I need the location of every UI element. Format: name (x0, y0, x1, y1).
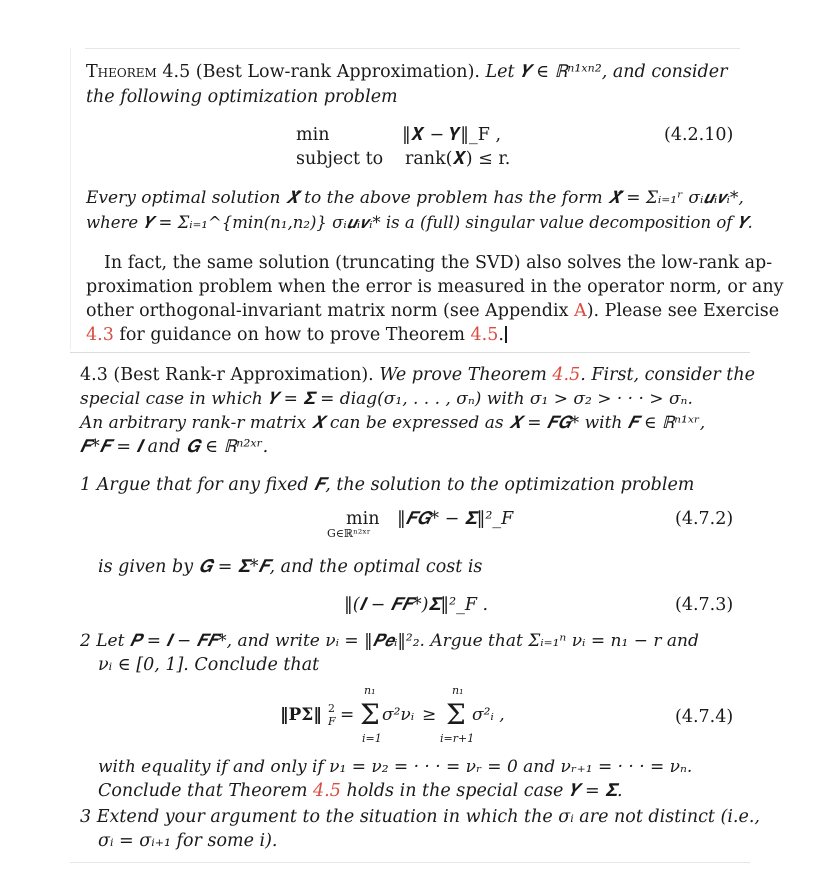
exercise-line-3: An arbitrary rank-r matrix 𝑿 can be expressed as 𝑿 = 𝑭𝑮* with 𝑭 ∈ ℝⁿ¹ˣʳ, (80, 413, 706, 433)
eq4-geq: ≥ (422, 705, 437, 725)
eq-label-4-2-10: (4.2.10) (664, 125, 734, 145)
opt-subject: subject to (296, 149, 384, 169)
remark-line-2: proximation problem when the error is measured in the operator norm, or any (86, 277, 784, 297)
part-2-after-2 (98, 780, 623, 802)
eq4-eq: = (340, 705, 355, 725)
eq4-sum1-bot: i=1 (362, 732, 382, 745)
eq-label-4-7-4: (4.7.4) (675, 707, 734, 727)
top-rule (85, 48, 740, 49)
theorem-line-2: the following optimization problem (86, 87, 398, 107)
part-2-line-1: 2 Let 𝑷 = 𝑰 − 𝑭𝑭*, and write νᵢ = ‖𝑷𝒆ᵢ‖²₂. Argue that Σᵢ₌₁ⁿ νᵢ = n₁ − r and (80, 631, 699, 651)
theorem-statement-1: Let 𝒀 ∈ ℝⁿ¹ˣⁿ², and consider (485, 62, 728, 82)
part-1-given: is given by 𝑮̂ = 𝚺*𝑭, and the optimal cost is (98, 557, 483, 577)
remark-text-4a: for guidance on how to prove Theorem (113, 325, 471, 345)
exercise-number: 4.3 (80, 365, 108, 385)
eq4-sum2-bot: i=r+1 (440, 732, 475, 745)
section-divider (70, 352, 750, 353)
opt-constraint: rank(𝑿) ≤ r. (405, 149, 511, 169)
remark-line-3 (86, 300, 779, 322)
part-2-after-1: with equality if and only if ν₁ = ν₂ = · · · = νᵣ = 0 and νᵣ₊₁ = · · · = νₙ. (98, 757, 693, 777)
eq-4-7-4 (280, 684, 540, 746)
part-2-text-a: Conclude that Theorem (98, 781, 314, 801)
eq4-lhs-exp: 2 (328, 702, 335, 715)
exercise-theorem-link-2[interactable]: 4.5 (313, 781, 341, 801)
opt-objective: ‖𝑿 − 𝒀‖_F , (402, 125, 502, 145)
theorem-conclusion-2: where 𝒀 = Σᵢ₌₁^{min(n₁,n₂)} σᵢ𝒖ᵢ𝒗ᵢ* is a (full) singular value decomposition of 𝒀. (86, 213, 753, 232)
theorem-link[interactable]: 4.5 (470, 325, 499, 345)
remark-text-3a: other orthogonal-invariant matrix norm (see Appendix (86, 301, 575, 321)
part-1-line: 1 Argue that for any fixed 𝑭, the solution to the optimization problem (80, 475, 695, 495)
exercise-link[interactable]: 4.3 (86, 325, 114, 345)
eq4-lhs: ‖PΣ‖ (280, 705, 322, 725)
theorem-line-1 (86, 61, 727, 83)
remark-line-4 (86, 324, 507, 346)
opt-min: min (296, 125, 330, 145)
eq2-body: ‖𝑭𝑮* − 𝚺‖²_F (397, 509, 514, 529)
eq4-sum1-top: n₁ (364, 684, 376, 697)
exercise-line-1 (80, 364, 755, 386)
exercise-text-1a: We prove Theorem (379, 365, 553, 385)
exercise-text-1b: . First, consider the (580, 365, 755, 385)
remark-text-4b: . (498, 325, 504, 345)
theorem-heading: Theorem 4.5 (86, 62, 191, 82)
bottom-rule (70, 862, 750, 863)
eq4-lhs-sub: F (328, 715, 336, 728)
eq-label-4-7-2: (4.7.2) (675, 509, 734, 529)
exercise-line-4: 𝑭*𝑭 = 𝑰 and 𝑮 ∈ ℝⁿ²ˣʳ. (80, 437, 269, 457)
remark-line-1: In fact, the same solution (truncating the SVD) also solves the low-rank ap- (104, 253, 773, 273)
eq4-sum2: Σ (446, 698, 466, 731)
eq4-sum1: Σ (360, 698, 380, 731)
text-cursor (505, 326, 507, 343)
theorem-conclusion-1: Every optimal solution 𝑿̂ to the above problem has the form 𝑿̂ = Σᵢ₌₁ʳ σᵢ𝒖ᵢ𝒗ᵢ*, (86, 188, 744, 208)
eq-label-4-7-3: (4.7.3) (675, 595, 734, 615)
eq2-min: min (346, 509, 380, 529)
eq4-term2: σ²ᵢ , (472, 705, 505, 725)
part-3-line-1: 3 Extend your argument to the situation in which the σᵢ are not distinct (i.e., (80, 807, 760, 827)
exercise-theorem-link-1[interactable]: 4.5 (552, 365, 581, 385)
exercise-line-2: special case in which 𝒀 = 𝚺 = diag(σ₁, . . . , σₙ) with σ₁ > σ₂ > · · · > σₙ. (80, 389, 693, 409)
part-2-line-2: νᵢ ∈ [0, 1]. Conclude that (98, 655, 320, 675)
theorem-title: (Best Low-rank Approximation). (195, 62, 480, 82)
exercise-title: (Best Rank-r Approximation). (113, 365, 374, 385)
appendix-link[interactable]: A (574, 301, 587, 321)
remark-text-3b: ). Please see Exercise (586, 301, 780, 321)
eq4-term1: σ²νᵢ (382, 705, 415, 725)
eq2-sub: G∈ℝⁿ²ˣʳ (327, 527, 371, 540)
left-rule (70, 48, 71, 350)
part-3-line-2: σᵢ = σᵢ₊₁ for some i). (98, 831, 278, 851)
eq3-body: ‖(𝑰 − 𝑭𝑭*)𝚺‖²_F . (344, 595, 489, 615)
eq4-sum2-top: n₁ (452, 684, 464, 697)
part-2-text-b: holds in the special case 𝒀 = 𝚺. (340, 781, 623, 801)
